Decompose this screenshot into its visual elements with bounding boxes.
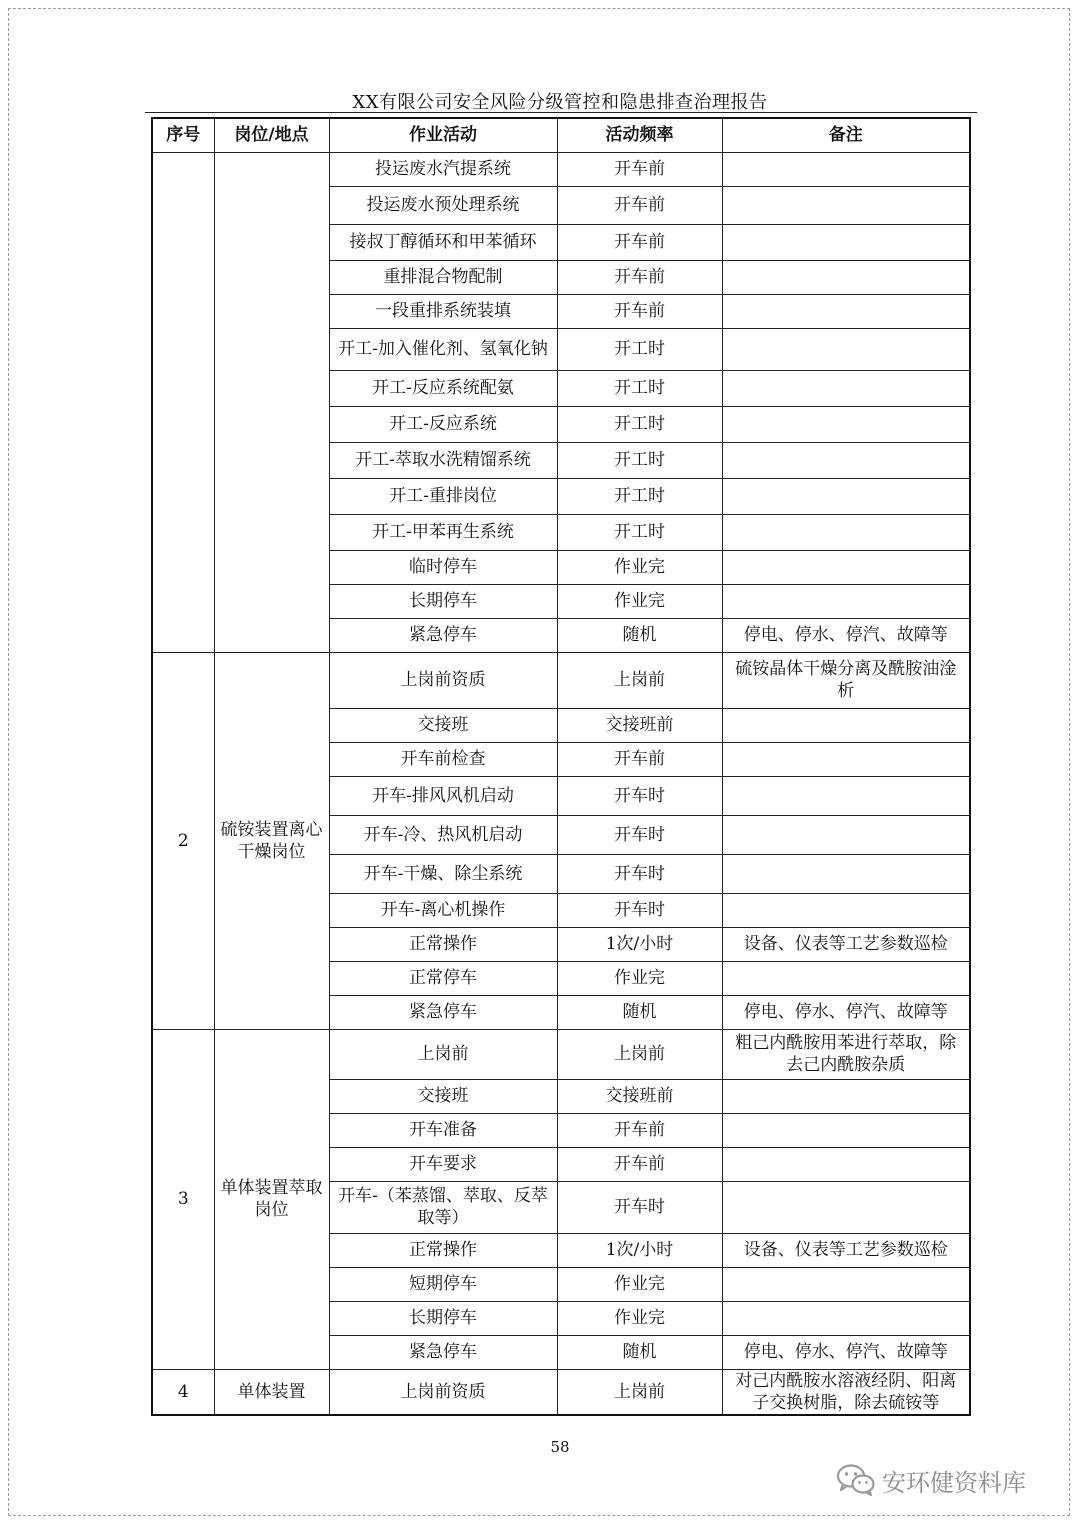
cell-frequency: 交接班前 xyxy=(557,1079,722,1113)
cell-frequency: 开车时 xyxy=(557,893,722,927)
cell-frequency: 随机 xyxy=(557,618,722,652)
watermark-text: 安环健资料库 xyxy=(882,1468,1026,1497)
cell-activity: 开车-冷、热风机启动 xyxy=(329,815,557,854)
cell-frequency: 上岗前 xyxy=(557,1369,722,1415)
cell-note xyxy=(722,776,970,815)
cell-activity: 紧急停车 xyxy=(329,618,557,652)
cell-frequency: 开车前 xyxy=(557,742,722,776)
cell-note: 粗己内酰胺用苯进行萃取，除去己内酰胺杂质 xyxy=(722,1029,970,1079)
cell-note xyxy=(722,186,970,224)
cell-activity: 开车前检查 xyxy=(329,742,557,776)
cell-frequency: 开车前 xyxy=(557,260,722,294)
cell-frequency: 开车前 xyxy=(557,186,722,224)
cell-note: 设备、仪表等工艺参数巡检 xyxy=(722,927,970,961)
cell-frequency: 开工时 xyxy=(557,406,722,442)
cell-note xyxy=(722,1113,970,1147)
cell-activity: 长期停车 xyxy=(329,584,557,618)
cell-frequency: 作业完 xyxy=(557,584,722,618)
cell-post: 硫铵装置离心干燥岗位 xyxy=(214,652,329,1029)
header-divider xyxy=(145,112,977,113)
table-row xyxy=(152,1369,970,1415)
cell-frequency: 1次/小时 xyxy=(557,1233,722,1267)
cell-note xyxy=(722,152,970,186)
cell-note xyxy=(722,1079,970,1113)
cell-frequency: 随机 xyxy=(557,995,722,1029)
cell-activity: 开工-反应系统 xyxy=(329,406,557,442)
cell-frequency: 开工时 xyxy=(557,370,722,406)
cell-frequency: 开车时 xyxy=(557,854,722,893)
cell-activity: 一段重排系统装填 xyxy=(329,294,557,328)
cell-frequency: 开车时 xyxy=(557,1181,722,1233)
cell-activity: 紧急停车 xyxy=(329,995,557,1029)
cell-note: 对己内酰胺水溶液经阴、阳离子交换树脂，除去硫铵等 xyxy=(722,1369,970,1415)
cell-note xyxy=(722,406,970,442)
cell-frequency: 交接班前 xyxy=(557,708,722,742)
cell-note xyxy=(722,1147,970,1181)
column-header-activity: 作业活动 xyxy=(329,118,557,152)
cell-activity: 开车-排风风机启动 xyxy=(329,776,557,815)
cell-note xyxy=(722,260,970,294)
cell-frequency: 作业完 xyxy=(557,1301,722,1335)
cell-frequency: 开车前 xyxy=(557,224,722,260)
report-title: XX有限公司安全风险分级管控和隐患排查治理报告 xyxy=(352,92,768,113)
cell-activity: 临时停车 xyxy=(329,550,557,584)
cell-note: 硫铵晶体干燥分离及酰胺油淦析 xyxy=(722,652,970,708)
cell-seq: 3 xyxy=(152,1029,214,1369)
cell-activity: 正常操作 xyxy=(329,1233,557,1267)
cell-frequency: 作业完 xyxy=(557,1267,722,1301)
cell-note xyxy=(722,742,970,776)
cell-activity: 短期停车 xyxy=(329,1267,557,1301)
cell-note: 设备、仪表等工艺参数巡检 xyxy=(722,1233,970,1267)
cell-frequency: 开工时 xyxy=(557,328,722,370)
cell-activity: 正常停车 xyxy=(329,961,557,995)
cell-activity: 上岗前资质 xyxy=(329,1369,557,1415)
wechat-icon xyxy=(836,1463,876,1497)
cell-note xyxy=(722,478,970,514)
cell-frequency: 1次/小时 xyxy=(557,927,722,961)
cell-seq xyxy=(152,152,214,652)
cell-activity: 紧急停车 xyxy=(329,1335,557,1369)
page-number: 58 xyxy=(550,1438,570,1456)
cell-frequency: 开车前 xyxy=(557,1113,722,1147)
risk-activity-table xyxy=(151,117,971,1416)
column-header-frequency: 活动频率 xyxy=(557,118,722,152)
table-header-row xyxy=(152,118,970,152)
cell-activity: 投运废水预处理系统 xyxy=(329,186,557,224)
cell-activity: 开工-反应系统配氨 xyxy=(329,370,557,406)
cell-activity: 重排混合物配制 xyxy=(329,260,557,294)
table-row xyxy=(152,652,970,708)
table-body xyxy=(152,152,970,1415)
cell-note xyxy=(722,328,970,370)
cell-activity: 开工-甲苯再生系统 xyxy=(329,514,557,550)
cell-activity: 正常操作 xyxy=(329,927,557,961)
cell-activity: 接叔丁醇循环和甲苯循环 xyxy=(329,224,557,260)
column-header-seq: 序号 xyxy=(152,118,214,152)
cell-activity: 开工-萃取水洗精馏系统 xyxy=(329,442,557,478)
cell-frequency: 开工时 xyxy=(557,514,722,550)
cell-frequency: 开车时 xyxy=(557,815,722,854)
cell-frequency: 作业完 xyxy=(557,550,722,584)
cell-activity: 开车-（苯蒸馏、萃取、反萃取等） xyxy=(329,1181,557,1233)
cell-note xyxy=(722,708,970,742)
cell-activity: 开车准备 xyxy=(329,1113,557,1147)
cell-note xyxy=(722,514,970,550)
cell-activity: 长期停车 xyxy=(329,1301,557,1335)
cell-seq: 2 xyxy=(152,652,214,1029)
cell-activity: 开工-加入催化剂、氢氧化钠 xyxy=(329,328,557,370)
cell-post xyxy=(214,152,329,652)
table-row xyxy=(152,152,970,186)
cell-note xyxy=(722,1301,970,1335)
cell-seq: 4 xyxy=(152,1369,214,1415)
cell-note xyxy=(722,224,970,260)
cell-frequency: 上岗前 xyxy=(557,1029,722,1079)
cell-note xyxy=(722,370,970,406)
cell-activity: 交接班 xyxy=(329,1079,557,1113)
cell-frequency: 上岗前 xyxy=(557,652,722,708)
cell-activity: 交接班 xyxy=(329,708,557,742)
cell-note: 停电、停水、停汽、故障等 xyxy=(722,1335,970,1369)
cell-note xyxy=(722,442,970,478)
watermark xyxy=(836,1458,1026,1502)
cell-frequency: 作业完 xyxy=(557,961,722,995)
cell-frequency: 开工时 xyxy=(557,478,722,514)
cell-post: 单体装置 xyxy=(214,1369,329,1415)
cell-note xyxy=(722,294,970,328)
cell-frequency: 开工时 xyxy=(557,442,722,478)
cell-frequency: 开车前 xyxy=(557,152,722,186)
cell-frequency: 开车时 xyxy=(557,776,722,815)
cell-frequency: 开车前 xyxy=(557,1147,722,1181)
cell-note xyxy=(722,854,970,893)
cell-frequency: 随机 xyxy=(557,1335,722,1369)
cell-note xyxy=(722,961,970,995)
cell-activity: 投运废水汽提系统 xyxy=(329,152,557,186)
cell-activity: 上岗前 xyxy=(329,1029,557,1079)
cell-post: 单体装置萃取岗位 xyxy=(214,1029,329,1369)
cell-note xyxy=(722,1181,970,1233)
cell-note xyxy=(722,815,970,854)
cell-note xyxy=(722,550,970,584)
cell-note: 停电、停水、停汽、故障等 xyxy=(722,995,970,1029)
cell-frequency: 开车前 xyxy=(557,294,722,328)
cell-activity: 开工-重排岗位 xyxy=(329,478,557,514)
cell-note xyxy=(722,584,970,618)
cell-activity: 开车-干燥、除尘系统 xyxy=(329,854,557,893)
cell-activity: 开车-离心机操作 xyxy=(329,893,557,927)
table-row xyxy=(152,1029,970,1079)
cell-activity: 开车要求 xyxy=(329,1147,557,1181)
cell-activity: 上岗前资质 xyxy=(329,652,557,708)
cell-note xyxy=(722,893,970,927)
column-header-note: 备注 xyxy=(722,118,970,152)
column-header-post: 岗位/地点 xyxy=(214,118,329,152)
cell-note xyxy=(722,1267,970,1301)
cell-note: 停电、停水、停汽、故障等 xyxy=(722,618,970,652)
